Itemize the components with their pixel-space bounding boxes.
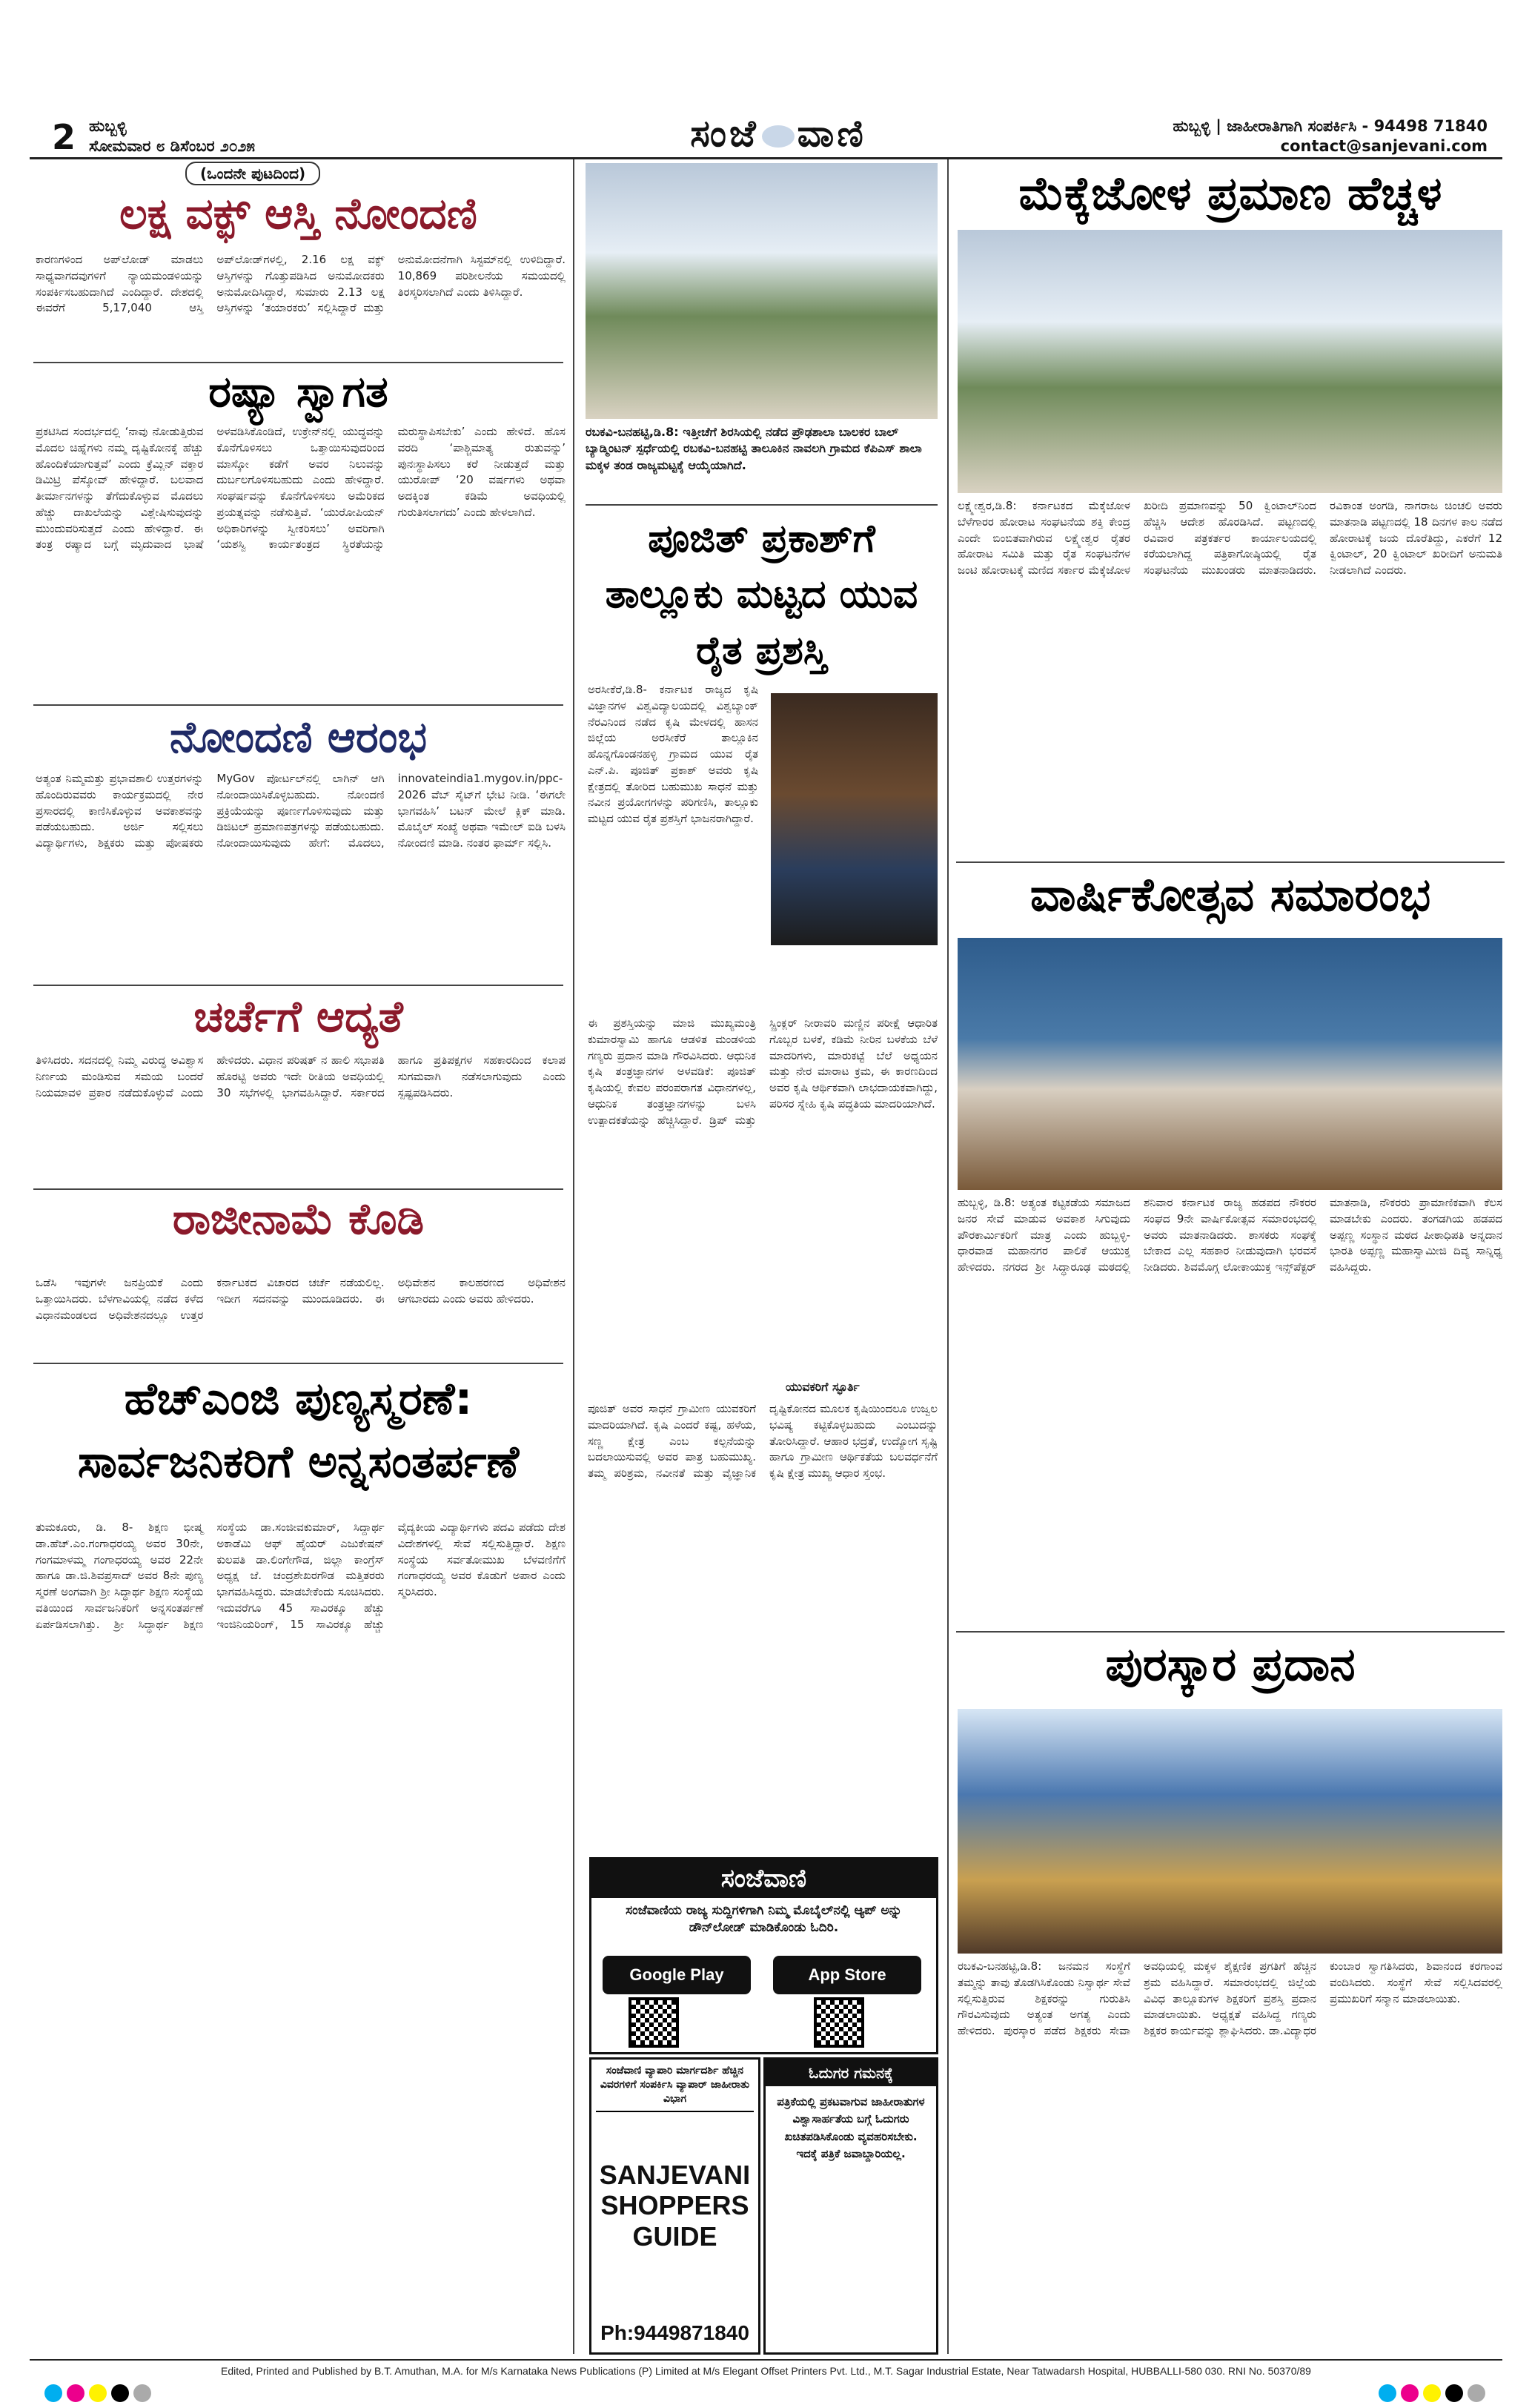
notice-text: ಪತ್ರಿಕೆಯಲ್ಲಿ ಪ್ರಕಟವಾಗುವ ಜಾಹೀರಾತುಗಳ ವಿಶ್ವಾಸಾರ್ಹತೆಯ ಬಗ್ಗೆ ಓದುಗರು ಖಚಿತಪಡಿಸಿಕೊಂಡು ವ್ಯವಹರಿಸಬೇಕು. ಇದಕ್ಕೆ ಪತ್ರಿಕೆ ಜವಾಬ್ದಾರಿಯಲ್ಲ. xyxy=(777,2095,925,2160)
registration-mark xyxy=(133,2384,151,2402)
shop-line-3: GUIDE xyxy=(632,2220,717,2252)
continued-tag: (ಒಂದನೇ ಪುಟದಿಂದ) xyxy=(185,162,320,185)
registration-mark xyxy=(1445,2384,1463,2402)
registration-mark xyxy=(89,2384,107,2402)
registration-mark xyxy=(67,2384,84,2402)
ad-download-text: ಸಂಜೆವಾಣಿಯ ರಾಜ್ಯ ಸುದ್ದಿಗಳಿಗಾಗಿ ನಿಮ್ಮ ಮೊಬೈಲ್‌ನಲ್ಲಿ ಆ್ಯಪ್ ಅನ್ನು ಡೌನ್‌ಲೋಡ್ ಮಾಡಿಕೊಂಡು ಓದಿರಿ. xyxy=(626,1903,902,1935)
divider xyxy=(586,504,938,506)
headline-registration: ನೋಂದಣಿ ಆರಂಭ xyxy=(170,712,427,762)
headline-maize: ಮೆಕ್ಕೆಜೋಳ ಪ್ರಮಾಣ ಹೆಚ್ಚಳ xyxy=(1018,166,1442,220)
ad-contact-line: ಹುಬ್ಬಳ್ಳಿ | ಜಾಹೀರಾತಿಗಾಗಿ ಸಂಪರ್ಕಿಸಿ - 94498 71840 xyxy=(1173,117,1488,135)
dove-icon xyxy=(762,125,795,148)
contact-email: contact@sanjevani.com xyxy=(1280,137,1488,155)
google-play-badge[interactable]: Google Play xyxy=(603,1956,751,1994)
registration-mark xyxy=(1423,2384,1441,2402)
registration-mark xyxy=(1468,2384,1485,2402)
notice-head: ಓದುಗರ ಗಮನಕ್ಕೆ xyxy=(766,2060,936,2086)
registration-mark xyxy=(44,2384,62,2402)
article-russia: ಪ್ರಕಟಿಸಿದ ಸಂದರ್ಭದಲ್ಲಿ ‘ನಾವು ನೋಡುತ್ತಿರುವ ಮೊದಲ ಚಿಹ್ನೆಗಳು ನಮ್ಮ ದೃಷ್ಟಿಕೋನಕ್ಕೆ ಹೆಚ್ಚು ಹೊಂದಿಕೆಯಾಗುತ್ತವೆ’ ಎಂದು ಕ್ರೆಮ್ಲಿನ್ ವಕ್ತಾರ ಡಿಮಿಟ್ರಿ ಪೆಸ್ಕೋವ್ ಹೇಳಿದ್ದಾರೆ. ಬಲವಾದ ತೀರ್ಮಾನಗಳನ್ನು ತೆಗೆದುಕೊಳ್ಳುವ ಮೊದಲು ಹೆಚ್ಚು ದಾಖಲೆಯನ್ನು ವಿಶ್ಲೇಷಿಸುವುದನ್ನು ಮುಂದುವರಿಸುತ್ತದೆ ಎಂದು ಹೇಳಿದ್ದಾರೆ. ಈ ತಂತ್ರ ರಷ್ಯಾದ ಬಗ್ಗೆ ಮೃದುವಾದ ಭಾಷೆ ಅಳವಡಿಸಿಕೊಂಡಿದೆ, ಉಕ್ರೇನ್‌ನಲ್ಲಿ ಯುದ್ಧವನ್ನು ಕೊನೆಗೊಳಿಸಲು ಒತ್ತಾಯಿಸುವುದರಿಂದ ಮಾಸ್ಕೋ ಕಡೆಗೆ ಅವರ ನಿಲುವನ್ನು ದುರ್ಬಲಗೊಳಿಸಬಹುದು ಎಂದು ಹೇಳಿದ್ದಾರೆ. ಸಂಘರ್ಷವನ್ನು ಕೊನೆಗೊಳಿಸಲು ಅಮೆರಿಕದ ಪ್ರಯತ್ನವನ್ನು ನಡೆಸುತ್ತಿವೆ. ‘ಯುರೋಪಿಯನ್ ಅಧಿಕಾರಿಗಳನ್ನು ಸ್ವೀಕರಿಸಲು’ ಅವರಿಗಾಗಿ ‘ಯಶಸ್ವಿ ಕಾರ್ಯತಂತ್ರದ ಸ್ಥಿರತೆಯನ್ನು ಮರುಸ್ಥಾಪಿಸಬೇಕು’ ಎಂದು ಹೇಳಿದೆ. ಹೊಸ ವರದಿ ‘ಪಾಶ್ಚಿಮಾತ್ಯ ರುತುವನ್ನು’ ಪುನಃಸ್ಥಾಪಿಸಲು ಕರೆ ನೀಡುತ್ತದೆ ಮತ್ತು ಯುರೋಪ್ ‘20 ವರ್ಷಗಳು ಅಥವಾ ಅದಕ್ಕಿಂತ ಕಡಿಮೆ ಅವಧಿಯಲ್ಲಿ ಗುರುತಿಸಲಾಗದು’ ಎಂದು ಹೇಳಲಾಗಿದೆ. xyxy=(36,425,566,552)
shop-phone: Ph:9449871840 xyxy=(600,2321,749,2344)
article-debate: ತಿಳಿಸಿದರು. ಸದನದಲ್ಲಿ ನಿಮ್ಮ ವಿರುದ್ಧ ಅವಿಶ್ವಾಸ ನಿರ್ಣಯ ಮಂಡಿಸುವ ಸಮಯ ಬಂದರೆ ನಿಯಮಾವಳಿ ಪ್ರಕಾರ ನಡೆದುಕೊಳ್ಳುವೆ ಎಂದು ಹೇಳಿದರು. ವಿಧಾನ ಪರಿಷತ್ ನ ಹಾಲಿ ಸಭಾಪತಿ ಹೊರಟ್ಟಿ ಅವರು ಇದೇ ರೀತಿಯ ಅವಧಿಯಲ್ಲಿ 30 ಸಭೆಗಳಲ್ಲಿ ಭಾಗವಹಿಸಿದ್ದಾರೆ. ಸರ್ಕಾರದ ಹಾಗೂ ಪ್ರತಿಪಕ್ಷಗಳ ಸಹಕಾರದಿಂದ ಕಲಾಪ ಸುಗಮವಾಗಿ ನಡೆಸಲಾಗುವುದು ಎಂದು ಸ್ಪಷ್ಟಪಡಿಸಿದರು. xyxy=(36,1054,566,1099)
qr-code-apple xyxy=(814,1997,864,2048)
registration-mark xyxy=(1401,2384,1419,2402)
shop-head: ಸಂಜೆವಾಣಿ ವ್ಯಾಪಾರಿ ಮಾರ್ಗದರ್ಶಿ ಹೆಚ್ಚಿನ ವಿವರಗಳಿಗೆ ಸಂಪರ್ಕಿಸಿ ವ್ಯಾಪಾರ್ ಜಾಹೀರಾತು ವಿಭಾಗ xyxy=(596,2064,754,2112)
subhead-youth: ಯುವಕರಿಗೆ ಸ್ಫೂರ್ತಿ xyxy=(786,1380,860,1394)
headline-hmg-1: ಹೆಚ್‌ಎಂಜಿ ಪುಣ್ಯಸ್ಮರಣೆ: xyxy=(124,1373,473,1425)
column-divider xyxy=(573,159,574,2354)
headline-resign: ರಾಜೀನಾಮೆ ಕೊಡಿ xyxy=(172,1194,425,1244)
photo-anniversary-event xyxy=(958,938,1502,1190)
divider xyxy=(33,1188,563,1190)
app-download-ad xyxy=(589,1857,938,2054)
caption-badminton: ರಬಕವಿ-ಬನಹಟ್ಟಿ,ಡಿ.8: ಇತ್ತೀಚೆಗೆ ಶಿರಸಿಯಲ್ಲಿ ನಡೆದ ಪ್ರೌಢಶಾಲಾ ಬಾಲಕರ ಬಾಲ್ ಬ್ಯಾಡ್ಮಿಂಟನ್ ಸ್ಪರ್ಧೆಯಲ್ಲಿ ರಬಕವಿ-ಬನಹಟ್ಟಿ ತಾಲೂಕಿನ ನಾವಲಗಿ ಗ್ರಾಮದ ಕೆಪಿಎಸ್ ಶಾಲಾ ಮಕ್ಕಳ ತಂಡ ರಾಜ್ಯಮಟ್ಟಕ್ಕೆ ಆಯ್ಕೆಯಾಗಿದೆ. xyxy=(586,425,922,472)
city: ಹುಬ್ಬಳ್ಳಿ xyxy=(89,117,127,135)
shoppers-guide-ad xyxy=(589,2057,760,2355)
date: ಸೋಮವಾರ ೮ ಡಿಸೆಂಬರ ೨೦೨೫ xyxy=(89,137,255,155)
shop-line-1: SANJEVANI xyxy=(599,2160,751,2190)
headline-award: ಪುರಸ್ಕಾರ ಪ್ರದಾನ xyxy=(1105,1637,1356,1691)
page-number: 2 xyxy=(52,117,76,157)
article-waqf: ಕಾರಣಗಳಿಂದ ಅಪ್‌ಲೋಡ್ ಮಾಡಲು ಸಾಧ್ಯವಾಗದವುಗಳಿಗೆ ನ್ಯಾಯಮಂಡಳಿಯನ್ನು ಸಂಪರ್ಕಿಸಬಹುದಾಗಿದೆ ಎಂದಿದ್ದಾರೆ. ದೇಶದಲ್ಲಿ ಈವರೆಗೆ 5,17,040 ಆಸ್ತಿ ಅಪ್‌ಲೋಡ್‌ಗಳಲ್ಲಿ, 2.16 ಲಕ್ಷ ವಕ್ಫ್ ಆಸ್ತಿಗಳನ್ನು ಗೊತ್ತುಪಡಿಸಿದ ಅನುಮೋದಕರು ಅನುಮೋದಿಸಿದ್ದಾರೆ, ಸುಮಾರು 2.13 ಲಕ್ಷ ಆಸ್ತಿಗಳನ್ನು ‘ತಯಾರಕರು’ ಸಲ್ಲಿಸಿದ್ದಾರೆ ಮತ್ತು ಅನುಮೋದನೆಗಾಗಿ ಸಿಸ್ಟಮ್‌ನಲ್ಲಿ ಉಳಿದಿದ್ದಾರೆ. 10,869 ಪರಿಶೀಲನೆಯ ಸಮಯದಲ್ಲಿ ತಿರಸ್ಕರಿಸಲಾಗಿದೆ ಎಂದು ತಿಳಿಸಿದ್ದಾರೆ. xyxy=(36,253,566,315)
headline-waqf: ಲಕ್ಷ ವಕ್ಫ್ ಆಸ್ತಿ ನೋಂದಣಿ xyxy=(119,188,477,239)
divider xyxy=(33,985,563,986)
photo-badminton-team xyxy=(586,163,938,419)
photo-farmers-protest xyxy=(958,230,1502,493)
article-registration: ಅತ್ಯಂತ ನಿಮ್ಮಮತ್ತು ಪ್ರಭಾವಶಾಲಿ ಉತ್ತರಗಳನ್ನು ಹೊಂದಿರುವವರು ಕಾರ್ಯಕ್ರಮದಲ್ಲಿ ನೇರ ಪ್ರಸಾರದಲ್ಲಿ ಕಾಣಿಸಿಕೊಳ್ಳುವ ಅವಕಾಶವನ್ನು ಪಡೆಯಬಹುದು. ಅರ್ಜಿ ಸಲ್ಲಿಸಲು ವಿದ್ಯಾರ್ಥಿಗಳು, ಶಿಕ್ಷಕರು ಮತ್ತು ಪೋಷಕರು MyGov ಪೋರ್ಟಲ್‌ನಲ್ಲಿ ಲಾಗಿನ್ ಆಗಿ ನೋಂದಾಯಿಸಿಕೊಳ್ಳಬಹುದು. ನೋಂದಣಿ ಪ್ರಕ್ರಿಯೆಯನ್ನು ಪೂರ್ಣಗೊಳಿಸುವುದು ಮತ್ತು ಡಿಜಿಟಲ್ ಪ್ರಮಾಣಪತ್ರಗಳನ್ನು ಪಡೆಯಬಹುದು. ನೋಂದಾಯಿಸುವುದು ಹೇಗೆ: ಮೊದಲು, innovateindia1.mygov.in/ppc-2026 ವೆಬ್ ಸೈಟ್‌ಗೆ ಭೇಟಿ ನೀಡಿ. ‘ಈಗಲೇ ಭಾಗವಹಿಸಿ’ ಬಟನ್ ಮೇಲೆ ಕ್ಲಿಕ್ ಮಾಡಿ. ಮೊಬೈಲ್ ಸಂಖ್ಯೆ ಅಥವಾ ಇಮೇಲ್ ಐಡಿ ಬಳಸಿ ನೋಂದಣಿ ಮಾಡಿ. ನಂತರ ಫಾರ್ಮ್ ಸಲ್ಲಿಸಿ. xyxy=(36,772,566,850)
article-resign: ಒಡೆಸಿ ಇವುಗಳೇ ಜನಪ್ರಿಯಕೆ ಎಂದು ಒತ್ತಾಯಿಸಿದರು. ಬೆಳಗಾವಿಯಲ್ಲಿ ನಡೆದ ಕಳೆದ ವಿಧಾನಮಂಡಲದ ಅಧಿವೇಶನದಲ್ಲೂ ಉತ್ತರ ಕರ್ನಾಟಕದ ವಿಚಾರದ ಚರ್ಚೆ ನಡೆಯಲಿಲ್ಲ. ಇದೀಗ ಸದನವನ್ನು ಮುಂದೂಡಿದರು. ಈ ಅಧಿವೇಶನ ಕಾಲಹರಣದ ಅಧಿವೇಶನ ಆಗಬಾರದು ಎಂದು ಅವರು ಹೇಳಿದರು. xyxy=(36,1276,566,1322)
qr-code-google xyxy=(629,1997,679,2048)
article-pujith-intro: ಅರಸೀಕೆರೆ,ಡಿ.8- ಕರ್ನಾಟಕ ರಾಜ್ಯದ ಕೃಷಿ ವಿಜ್ಞಾನಗಳ ವಿಶ್ವವಿದ್ಯಾಲಯದಲ್ಲಿ ವಿಶ್ವಬ್ಯಾಂಕ್ ನೆರವಿನಿಂದ ನಡೆದ ಕೃಷಿ ಮೇಳದಲ್ಲಿ ಹಾಸನ ಜಿಲ್ಲೆಯ ಅರಸೀಕೆರೆ ತಾಲ್ಲೂಕಿನ ಹೊನ್ನಗೊಂಡನಹಳ್ಳಿ ಗ್ರಾಮದ ಯುವ ರೈತ ಎನ್.ಪಿ. ಪೂಜಿತ್ ಪ್ರಕಾಶ್ ಅವರು ಕೃಷಿ ಕ್ಷೇತ್ರದಲ್ಲಿ ತೋರಿದ ಬಹುಮುಖ ಸಾಧನೆ ಮತ್ತು ನವೀನ ಪ್ರಯೋಗಗಳನ್ನು ಪರಿಗಣಿಸಿ, ತಾಲ್ಲೂಕು ಮಟ್ಟದ ಯುವ ರೈತ ಪ್ರಶಸ್ತಿಗೆ ಭಾಜನರಾಗಿದ್ದಾರೆ. xyxy=(588,683,758,825)
article-maize: ಲಕ್ಷ್ಮೇಶ್ವರ,ಡಿ.8: ಕರ್ನಾಟಕದ ಮೆಕ್ಕೆಜೋಳ ಬೆಳೆಗಾರರ ಹೋರಾಟ ಸಂಘಟನೆಯ ಶಕ್ತಿ ಕೇಂದ್ರ ಎಂದೇ ಬಿಂಬಿತವಾಗಿರುವ ಲಕ್ಷ್ಮೇಶ್ವರ ರೈತರ ಹೋರಾಟ ಸಮಿತಿ ಮತ್ತು ರೈತ ಸಂಘಟನೆಗಳ ಜಂಟಿ ಹೋರಾಟಕ್ಕೆ ಮಣಿದ ಸರ್ಕಾರ ಮೆಕ್ಕೆಜೋಳ ಖರೀದಿ ಪ್ರಮಾಣವನ್ನು 50 ಕ್ವಿಂಟಾಲ್‌ನಿಂದ ಹೆಚ್ಚಿಸಿ ಆದೇಶ ಹೊರಡಿಸಿದೆ. ಪಟ್ಟಣದಲ್ಲಿ ರವಿವಾರ ಪತ್ರಕರ್ತರ ಕಾರ್ಯಾಲಯದಲ್ಲಿ ಕರೆಯಲಾಗಿದ್ದ ಪತ್ರಿಕಾಗೋಷ್ಠಿಯಲ್ಲಿ ರೈತ ಸಂಘಟನೆಯ ಮುಖಂಡರು ಮಾತನಾಡಿದರು. ರವಿಕಾಂತ ಅಂಗಡಿ, ನಾಗರಾಜ ಚಿಂಚಲಿ ಅವರು ಮಾತನಾಡಿ ಪಟ್ಟಣದಲ್ಲಿ 18 ದಿನಗಳ ಕಾಲ ನಡೆದ ಹೋರಾಟಕ್ಕೆ ಜಯ ದೊರೆತಿದ್ದು, ಎಕರೆಗೆ 12 ಕ್ವಿಂಟಾಲ್, 20 ಕ್ವಿಂಟಾಲ್ ಖರೀದಿಗೆ ಅನುಮತಿ ನೀಡಲಾಗಿದೆ ಎಂದರು. xyxy=(958,499,1502,577)
ad-logo: ಸಂಜೆವಾಣಿ xyxy=(591,1859,936,1898)
headline-hmg-2: ಸಾರ್ವಜನಿಕರಿಗೆ ಅನ್ನಸಂತರ್ಪಣೆ xyxy=(77,1436,520,1488)
footer-rule xyxy=(30,2359,1502,2361)
article-hmg: ತುಮಕೂರು, ಡಿ. 8- ಶಿಕ್ಷಣ ಭೀಷ್ಮ ಡಾ.ಹೆಚ್.ಎಂ.ಗಂಗಾಧರಯ್ಯ ಅವರ 30ನೇ, ಗಂಗಮಾಳಮ್ಮ ಗಂಗಾಧರಯ್ಯ ಅವರ 22ನೇ ಹಾಗೂ ಡಾ.ಜಿ.ಶಿವಪ್ರಸಾದ್ ಅವರ 8ನೇ ಪುಣ್ಯ ಸ್ಮರಣೆ ಅಂಗವಾಗಿ ಶ್ರೀ ಸಿದ್ಧಾರ್ಥ ಶಿಕ್ಷಣ ಸಂಸ್ಥೆಯ ವತಿಯಿಂದ ಸಾರ್ವಜನಿಕರಿಗೆ ಅನ್ನಸಂತರ್ಪಣೆ ಏರ್ಪಡಿಸಲಾಗಿತ್ತು. ಶ್ರೀ ಸಿದ್ಧಾರ್ಥ ಶಿಕ್ಷಣ ಸಂಸ್ಥೆಯ ಡಾ.ಸಂಜೀವಕುಮಾರ್, ಸಿದ್ದಾರ್ಥ ಅಕಾಡೆಮಿ ಆಫ್ ಹೈಯರ್ ಎಜುಕೇಷನ್ ಕುಲಪತಿ ಡಾ.ಲಿಂಗೇಗೌಡ, ಜಿಲ್ಲಾ ಕಾಂಗ್ರೆಸ್ ಅಧ್ಯಕ್ಷ ಜೆ. ಚಂದ್ರಶೇಖರಗೌಡ ಮತ್ತಿತರರು ಭಾಗವಹಿಸಿದ್ದರು. ಮಾಡಬೇಕೆಂದು ಸೂಚಿಸಿದರು. ಇದುವರೆಗೂ 45 ಸಾವಿರಕ್ಕೂ ಹೆಚ್ಚು ಇಂಜಿನಿಯರಿಂಗ್, 15 ಸಾವಿರಕ್ಕೂ ಹೆಚ್ಚು ವೈದ್ಯಕೀಯ ವಿದ್ಯಾರ್ಥಿಗಳು ಪದವಿ ಪಡೆದು ದೇಶ ವಿದೇಶಗಳಲ್ಲಿ ಸೇವೆ ಸಲ್ಲಿಸುತ್ತಿದ್ದಾರೆ. ಶಿಕ್ಷಣ ಸಂಸ್ಥೆಯ ಸರ್ವತೋಮುಖ ಬೆಳವಣಿಗೆಗೆ ಗಂಗಾಧರಯ್ಯ ಅವರ ಕೊಡುಗೆ ಅಪಾರ ಎಂದು ಸ್ಮರಿಸಿದರು. xyxy=(36,1521,566,1631)
headline-debate: ಚರ್ಚೆಗೆ ಆದ್ಯತೆ xyxy=(193,991,403,1042)
article-pujith-body: ಈ ಪ್ರಶಸ್ತಿಯನ್ನು ಮಾಜಿ ಮುಖ್ಯಮಂತ್ರಿ ಕುಮಾರಸ್ವಾಮಿ ಹಾಗೂ ಆಡಳಿತ ಮಂಡಳಿಯ ಗಣ್ಯರು ಪ್ರದಾನ ಮಾಡಿ ಗೌರವಿಸಿದರು. ಆಧುನಿಕ ಕೃಷಿ ತಂತ್ರಜ್ಞಾನಗಳ ಅಳವಡಿಕೆ: ಪೂಜಿತ್ ಕೃಷಿಯಲ್ಲಿ ಕೇವಲ ಪರಂಪರಾಗತ ವಿಧಾನಗಳಲ್ಲ, ಆಧುನಿಕ ತಂತ್ರಜ್ಞಾನಗಳನ್ನು ಬಳಸಿ ಉತ್ಪಾದಕತೆಯನ್ನು ಹೆಚ್ಚಿಸಿದ್ದಾರೆ. ಡ್ರಿಪ್ ಮತ್ತು ಸ್ಪ್ರಿಂಕ್ಲರ್ ನೀರಾವರಿ ಮಣ್ಣಿನ ಪರೀಕ್ಷೆ ಆಧಾರಿತ ಗೊಬ್ಬರ ಬಳಕೆ, ಕಡಿಮೆ ನೀರಿನ ಬಳಕೆಯ ಬೆಳೆ ಮಾದರಿಗಳು, ಮಾರುಕಟ್ಟೆ ಬೆಲೆ ಅಧ್ಯಯನ ಮತ್ತು ನೇರ ಮಾರಾಟ ಕ್ರಮ, ಈ ಕಾರಣದಿಂದ ಅವರ ಕೃಷಿ ಆರ್ಥಿಕವಾಗಿ ಲಾಭದಾಯಕವಾಗಿದ್ದು, ಪರಿಸರ ಸ್ನೇಹಿ ಕೃಷಿ ಪದ್ಧತಿಯ ಮಾದರಿಯಾಗಿದೆ. xyxy=(588,1016,938,1127)
shop-line-2: SHOPPERS xyxy=(600,2190,749,2221)
app-store-badge[interactable]: App Store xyxy=(773,1956,921,1994)
masthead-logo: ಸಂಜೆ ವಾಣಿ xyxy=(690,111,866,155)
divider xyxy=(33,362,563,363)
article-pujith-youth: ಪೂಜಿತ್ ಅವರ ಸಾಧನೆ ಗ್ರಾಮೀಣ ಯುವಕರಿಗೆ ಮಾದರಿಯಾಗಿದೆ. ಕೃಷಿ ಎಂದರೆ ಕಷ್ಟ, ಹಳೆಯ, ಸಣ್ಣ ಕ್ಷೇತ್ರ ಎಂಬ ಕಲ್ಪನೆಯನ್ನು ಬದಲಾಯಿಸುವಲ್ಲಿ ಅವರ ಪಾತ್ರ ಬಹುಮುಖ್ಯ. ತಮ್ಮ ಪರಿಶ್ರಮ, ನವೀನತೆ ಮತ್ತು ವೈಜ್ಞಾನಿಕ ದೃಷ್ಟಿಕೋನದ ಮೂಲಕ ಕೃಷಿಯಿಂದಲೂ ಉಜ್ವಲ ಭವಿಷ್ಯ ಕಟ್ಟಿಕೊಳ್ಳಬಹುದು ಎಂಬುದನ್ನು ತೋರಿಸಿದ್ದಾರೆ. ಆಹಾರ ಭದ್ರತೆ, ಉದ್ಯೋಗ ಸೃಷ್ಟಿ ಹಾಗೂ ಗ್ರಾಮೀಣ ಆರ್ಥಿಕತೆಯ ಬಲವರ್ಧನೆಗೆ ಕೃಷಿ ಕ್ಷೇತ್ರ ಮುಖ್ಯ ಆಧಾರ ಸ್ತಂಭ. xyxy=(588,1402,938,1480)
photo-award-ceremony xyxy=(958,1709,1502,1954)
divider xyxy=(33,704,563,706)
headline-anniversary: ವಾರ್ಷಿಕೋತ್ಸವ ಸಮಾರಂಭ xyxy=(1029,867,1431,922)
photo-award-farmer xyxy=(771,693,938,945)
headline-pujith: ಪೂಜಿತ್ ಪ್ರಕಾಶ್‌ಗೆ ತಾಲ್ಲೂಕು ಮಟ್ಟದ ಯುವ ರೈತ ಪ್ರಶಸ್ತಿ xyxy=(605,517,918,673)
imprint-line: Edited, Printed and Published by B.T. Amuthan, M.A. for M/s Karnataka News Publications (P) Limited at M/s Elegant Offset Printers Pvt. Ltd., M.T. Sagar Industrial Estate, Near Tatwadarsh Hospital, HUBBALLI-580 030. RNI No. 50370/89 xyxy=(221,2365,1311,2377)
registration-mark xyxy=(1379,2384,1396,2402)
article-award: ರಬಕವಿ-ಬನಹಟ್ಟಿ,ಡಿ.8: ಜನಮನ ಸಂಸ್ಥೆಗೆ ತಮ್ಮನ್ನು ತಾವು ತೊಡಗಿಸಿಕೊಂಡು ನಿಸ್ವಾರ್ಥ ಸೇವೆ ಸಲ್ಲಿಸುತ್ತಿರುವ ಶಿಕ್ಷಕರನ್ನು ಗುರುತಿಸಿ ಗೌರವಿಸುವುದು ಅತ್ಯಂತ ಅಗತ್ಯ ಎಂದು ಹೇಳಿದರು. ಪುರಸ್ಕಾರ ಪಡೆದ ಶಿಕ್ಷಕರು ಸೇವಾ ಅವಧಿಯಲ್ಲಿ ಮಕ್ಕಳ ಶೈಕ್ಷಣಿಕ ಪ್ರಗತಿಗೆ ಹೆಚ್ಚಿನ ಶ್ರಮ ವಹಿಸಿದ್ದಾರೆ. ಸಮಾರಂಭದಲ್ಲಿ ಜಿಲ್ಲೆಯ ವಿವಿಧ ತಾಲ್ಲೂಕುಗಳ ಶಿಕ್ಷಕರಿಗೆ ಪ್ರಶಸ್ತಿ ಪ್ರದಾನ ಮಾಡಲಾಯಿತು. ಅಧ್ಯಕ್ಷತೆ ವಹಿಸಿದ್ದ ಗಣ್ಯರು ಶಿಕ್ಷಕರ ಕಾರ್ಯವನ್ನು ಶ್ಲಾಘಿಸಿದರು. ಡಾ.ವಿದ್ಯಾಧರ ಕುಂಬಾರ ಸ್ವಾಗತಿಸಿದರು, ಶಿವಾನಂದ ಕರಗಾಂವ ವಂದಿಸಿದರು. ಸಂಸ್ಥೆಗೆ ಸೇವೆ ಸಲ್ಲಿಸಿದವರಲ್ಲಿ ಪ್ರಮುಖರಿಗೆ ಸನ್ಮಾನ ಮಾಡಲಾಯಿತು. xyxy=(958,1959,1502,2037)
divider xyxy=(956,1631,1505,1633)
masthead-rule xyxy=(30,157,1502,159)
divider xyxy=(33,1363,563,1364)
headline-russia: ರಷ್ಯಾ ಸ್ವಾಗತ xyxy=(208,366,388,417)
column-divider xyxy=(947,159,949,2354)
divider xyxy=(956,861,1505,863)
article-anniversary: ಹುಬ್ಬಳ್ಳಿ, ಡಿ.8: ಅತ್ಯಂತ ಕಟ್ಟಕಡೆಯ ಸಮಾಜದ ಜನರ ಸೇವೆ ಮಾಡುವ ಅವಕಾಶ ಸಿಗುವುದು ಪೌರಕಾರ್ಮಿಕರಿಗೆ ಮಾತ್ರ ಎಂದು ಹುಬ್ಬಳ್ಳಿ-ಧಾರವಾಡ ಮಹಾನಗರ ಪಾಲಿಕೆ ಆಯುಕ್ತ ಹೇಳಿದರು. ನಗರದ ಶ್ರೀ ಸಿದ್ಧಾರೂಢ ಮಠದಲ್ಲಿ ಶನಿವಾರ ಕರ್ನಾಟಕ ರಾಜ್ಯ ಹಡಪದ ನೌಕರರ ಸಂಘದ 9ನೇ ವಾರ್ಷಿಕೋತ್ಸವ ಸಮಾರಂಭದಲ್ಲಿ ಅವರು ಮಾತನಾಡಿದರು. ಶಾಸಕರು ಸಂಘಕ್ಕೆ ಬೇಕಾದ ಎಲ್ಲ ಸಹಕಾರ ನೀಡುವುದಾಗಿ ಭರವಸೆ ನೀಡಿದರು. ಶಿವಮೊಗ್ಗ ಲೋಕಾಯುಕ್ತ ಇನ್ಸ್‌ಪೆಕ್ಟರ್ ಮಾತನಾಡಿ, ನೌಕರರು ಪ್ರಾಮಾಣಿಕವಾಗಿ ಕೆಲಸ ಮಾಡಬೇಕು ಎಂದರು. ತಂಗಡಗಿಯ ಹಡಪದ ಅಪ್ಪಣ್ಣ ಸಂಸ್ಥಾನ ಮಠದ ಪೀಠಾಧಿಪತಿ ಅನ್ನದಾನ ಭಾರತಿ ಅಪ್ಪಣ್ಣ ಮಹಾಸ್ವಾಮೀಜಿ ದಿವ್ಯ ಸಾನ್ನಿಧ್ಯ ವಹಿಸಿದ್ದರು. xyxy=(958,1196,1502,1274)
readers-notice xyxy=(763,2057,938,2355)
registration-mark xyxy=(111,2384,129,2402)
